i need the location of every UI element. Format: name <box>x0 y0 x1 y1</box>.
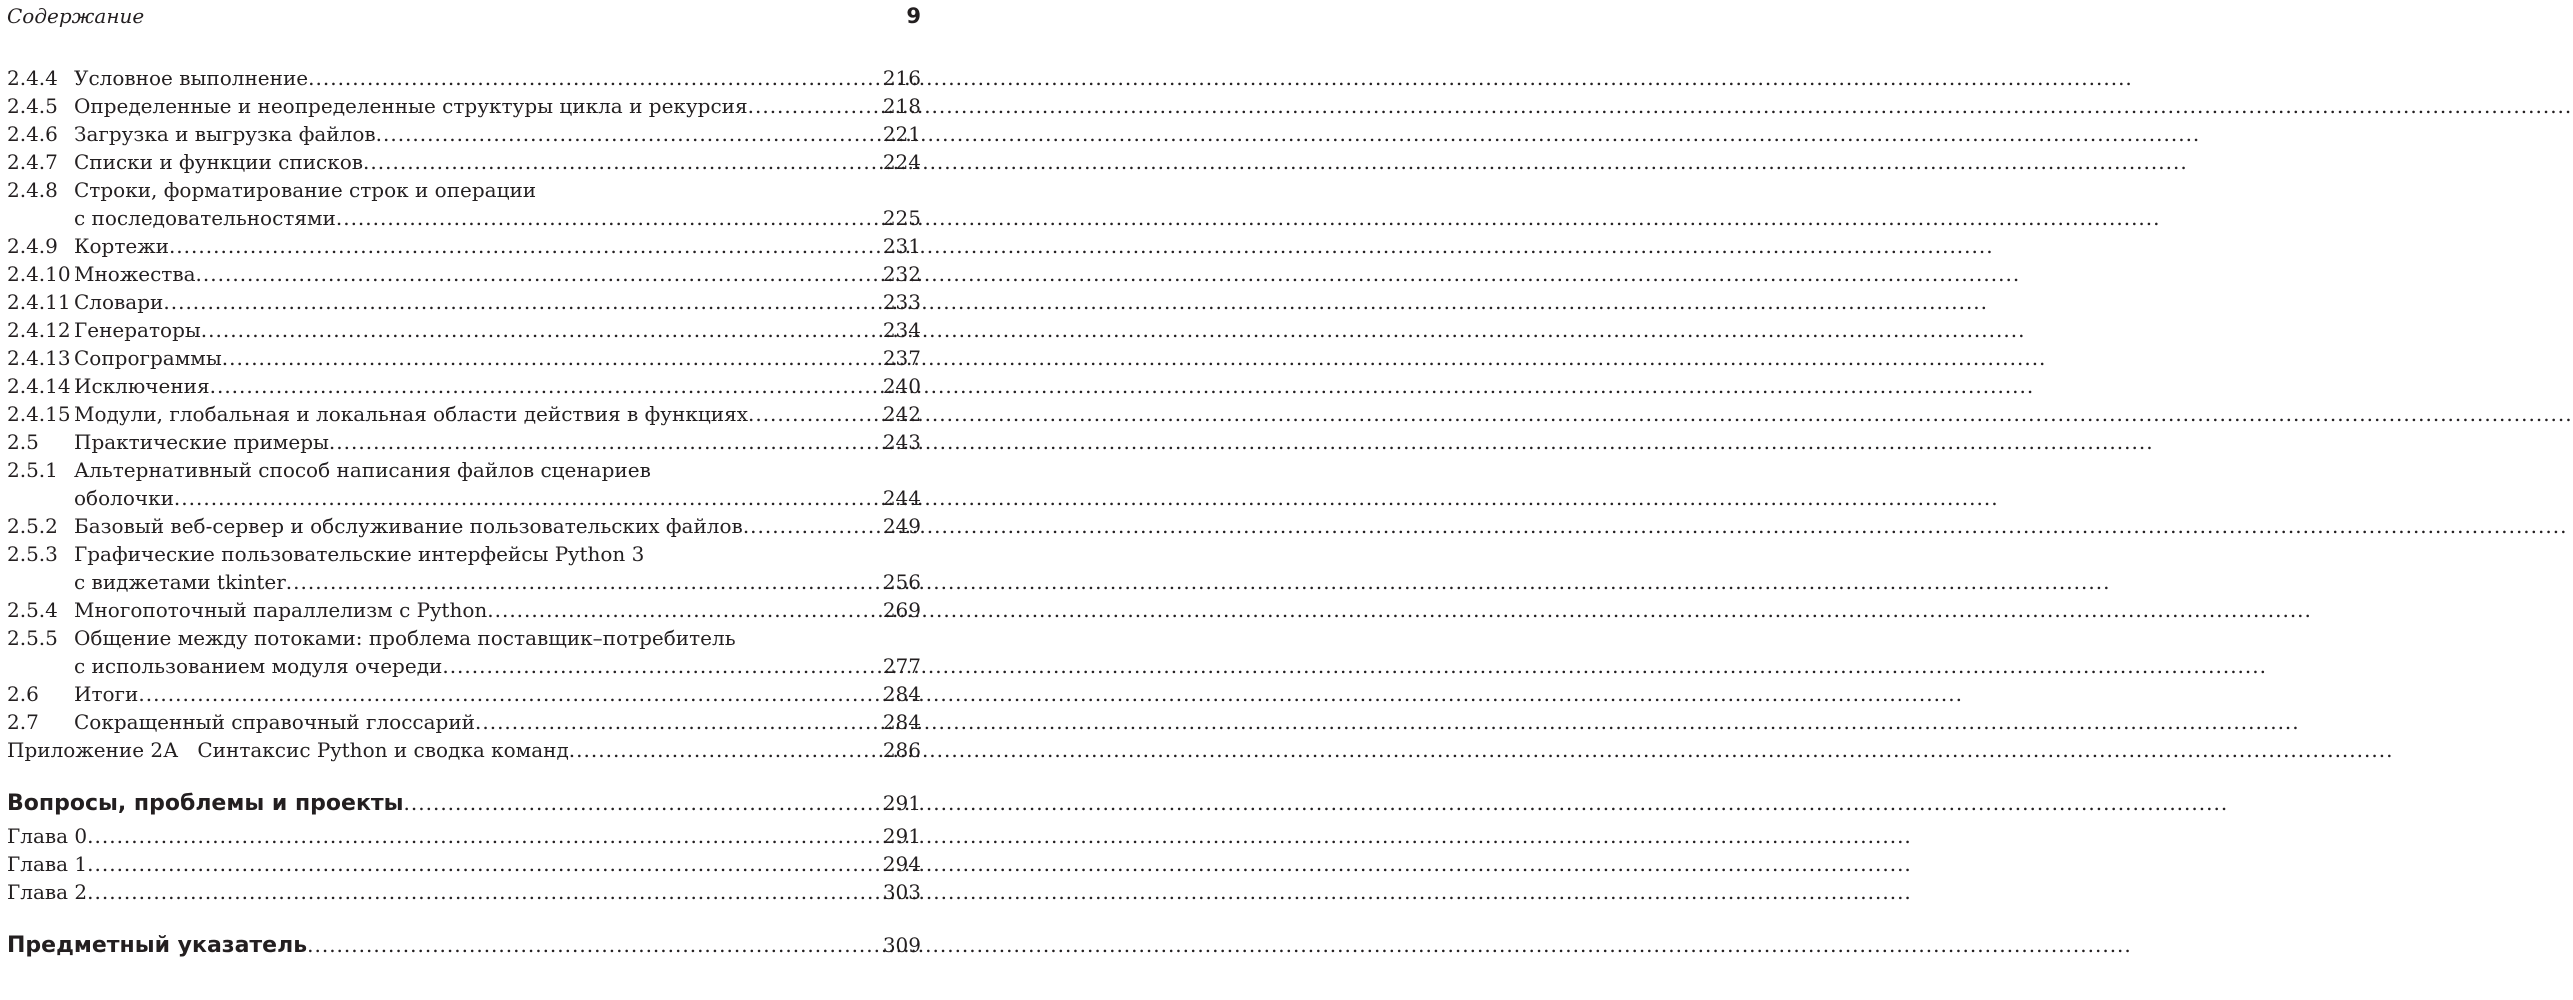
toc-entry[interactable] <box>7 400 921 428</box>
entry-title: Глава 0 <box>7 824 88 848</box>
entry-title: Глава 2 <box>7 880 88 904</box>
toc-appendix[interactable] <box>7 736 921 764</box>
toc-entry[interactable] <box>7 540 921 568</box>
dot-leader <box>307 926 883 964</box>
dot-leader <box>201 316 883 344</box>
entry-page: 309 <box>882 933 921 957</box>
entry-page: 218 <box>882 94 921 118</box>
entry-title: Общение между потоками: проблема поставщик–потребитель <box>74 626 736 650</box>
entry-title: Сопрограммы <box>74 346 222 370</box>
toc-entry[interactable] <box>7 120 921 148</box>
dot-leader <box>169 232 883 260</box>
entry-number: 2.5.2 <box>7 514 58 538</box>
entry-page: 225 <box>882 206 921 230</box>
toc-entry-continuation[interactable] <box>7 204 921 232</box>
entry-page: 294 <box>882 852 921 876</box>
section-title: Практические примеры <box>74 430 329 454</box>
toc-section[interactable] <box>7 680 921 708</box>
dot-leader <box>487 596 883 624</box>
entry-number: 2.4.14 <box>7 374 71 398</box>
entry-page: 221 <box>882 122 921 146</box>
dot-leader <box>222 344 883 372</box>
chapter-title: Вопросы, проблемы и проекты <box>7 791 404 816</box>
toc-chapter-index[interactable] <box>7 926 921 964</box>
entry-title: Строки, форматирование строк и операции <box>74 178 537 202</box>
toc-section[interactable] <box>7 708 921 736</box>
entry-number: 2.4.13 <box>7 346 71 370</box>
entry-page: 243 <box>882 430 921 454</box>
toc-entry[interactable] <box>7 372 921 400</box>
toc-entry[interactable] <box>7 288 921 316</box>
dot-leader <box>404 784 883 822</box>
entry-page: 303 <box>882 880 921 904</box>
entry-title: Альтернативный способ написания файлов сценариев <box>74 458 651 482</box>
dot-leader <box>138 680 882 708</box>
entry-number: 2.4.15 <box>7 402 71 426</box>
entry-page: 233 <box>882 290 921 314</box>
entry-page: 284 <box>882 710 921 734</box>
dot-leader <box>376 120 883 148</box>
toc-entry-continuation[interactable] <box>7 568 921 596</box>
dot-leader <box>748 400 883 428</box>
dot-leader <box>196 260 883 288</box>
entry-page: 284 <box>882 682 921 706</box>
toc-entry[interactable] <box>7 344 921 372</box>
section-number: 2.6 <box>7 682 39 706</box>
entry-page: 224 <box>882 150 921 174</box>
entry-page: 286 <box>882 738 921 762</box>
toc-chapter-questions[interactable] <box>7 784 921 822</box>
entry-number: 2.5.3 <box>7 542 58 566</box>
section-title: Итоги <box>74 682 139 706</box>
entry-number: 2.5.4 <box>7 598 58 622</box>
entry-title: Исключения <box>74 374 210 398</box>
section-number: 2.7 <box>7 710 39 734</box>
dot-leader <box>286 568 883 596</box>
entry-page: 240 <box>882 374 921 398</box>
dot-leader <box>87 822 883 850</box>
entry-page: 244 <box>882 486 921 510</box>
entry-title: Определенные и неопределенные структуры цикла и рекурсия <box>74 94 748 118</box>
entry-number: 2.4.5 <box>7 94 58 118</box>
entry-page: 249 <box>882 514 921 538</box>
entry-title: Генераторы <box>74 318 201 342</box>
toc-entry[interactable] <box>7 596 921 624</box>
dot-leader <box>442 652 882 680</box>
toc-entry[interactable] <box>7 148 921 176</box>
entry-title: Словари <box>74 290 164 314</box>
entry-title: Модули, глобальная и локальная области действия в функциях <box>74 402 748 426</box>
toc-entry[interactable] <box>7 260 921 288</box>
entry-number: 2.5.5 <box>7 626 58 650</box>
section-number: 2.5 <box>7 430 39 454</box>
entry-title: Множества <box>74 262 196 286</box>
entry-number: 2.4.11 <box>7 290 71 314</box>
dot-leader <box>475 708 883 736</box>
toc-entry[interactable] <box>7 822 921 850</box>
toc-entry[interactable] <box>7 624 921 652</box>
dot-leader <box>363 148 883 176</box>
dot-leader <box>174 484 883 512</box>
toc-entry[interactable] <box>7 232 921 260</box>
entry-number: 2.4.4 <box>7 66 58 90</box>
page-number: 9 <box>906 4 921 28</box>
entry-title-continued: с виджетами tkinter <box>74 570 286 594</box>
entry-number: 2.4.8 <box>7 178 58 202</box>
entry-page: 216 <box>882 66 921 90</box>
entry-page: 232 <box>882 262 921 286</box>
entry-title-continued: с последовательностями <box>74 206 336 230</box>
entry-page: 242 <box>882 402 921 426</box>
entry-title: Графические пользовательские интерфейсы Python 3 <box>74 542 645 566</box>
dot-leader <box>308 64 883 92</box>
chapter-title: Предметный указатель <box>7 933 308 958</box>
toc-entry[interactable] <box>7 176 921 204</box>
table-of-contents <box>7 64 921 964</box>
entry-page: 231 <box>882 234 921 258</box>
entry-page: 291 <box>882 791 921 815</box>
dot-leader <box>87 850 883 878</box>
entry-page: 234 <box>882 318 921 342</box>
dot-leader <box>743 512 883 540</box>
entry-number: 2.4.6 <box>7 122 58 146</box>
toc-entry[interactable] <box>7 316 921 344</box>
dot-leader <box>87 878 883 906</box>
toc-entry[interactable] <box>7 456 921 484</box>
entry-title: Базовый веб-сервер и обслуживание пользовательских файлов <box>74 514 743 538</box>
entry-title: Многопоточный параллелизм с Python <box>74 598 488 622</box>
page-header <box>7 0 921 32</box>
entry-page: 237 <box>882 346 921 370</box>
toc-entry[interactable] <box>7 878 921 906</box>
entry-page: 269 <box>882 598 921 622</box>
section-title: Сокращенный справочный глоссарий <box>74 710 475 734</box>
entry-title: Загрузка и выгрузка файлов <box>74 122 376 146</box>
toc-entry[interactable] <box>7 92 921 120</box>
toc-entry-continuation[interactable] <box>7 652 921 680</box>
entry-title: Условное выполнение <box>74 66 309 90</box>
entry-number: 2.4.10 <box>7 262 71 286</box>
toc-entry[interactable] <box>7 512 921 540</box>
toc-entry-continuation[interactable] <box>7 484 921 512</box>
entry-title-continued: с использованием модуля очереди <box>74 654 443 678</box>
toc-section[interactable] <box>7 428 921 456</box>
entry-number: 2.5.1 <box>7 458 58 482</box>
entry-number: 2.4.7 <box>7 150 58 174</box>
entry-title: Списки и функции списков <box>74 150 364 174</box>
dot-leader <box>329 428 883 456</box>
entry-title: Кортежи <box>74 234 169 258</box>
dot-leader <box>569 736 883 764</box>
dot-leader <box>210 372 883 400</box>
dot-leader <box>336 204 883 232</box>
appendix-title: Приложение 2А Синтаксис Python и сводка команд <box>7 738 569 762</box>
entry-number: 2.4.9 <box>7 234 58 258</box>
dot-leader <box>748 92 883 120</box>
entry-title: Глава 1 <box>7 852 88 876</box>
toc-entry[interactable] <box>7 850 921 878</box>
entry-page: 291 <box>882 824 921 848</box>
entry-page: 256 <box>882 570 921 594</box>
entry-number: 2.4.12 <box>7 318 71 342</box>
toc-entry[interactable] <box>7 64 921 92</box>
running-title: Содержание <box>7 4 145 28</box>
dot-leader <box>163 288 882 316</box>
entry-page: 277 <box>882 654 921 678</box>
entry-title-continued: оболочки <box>74 486 174 510</box>
